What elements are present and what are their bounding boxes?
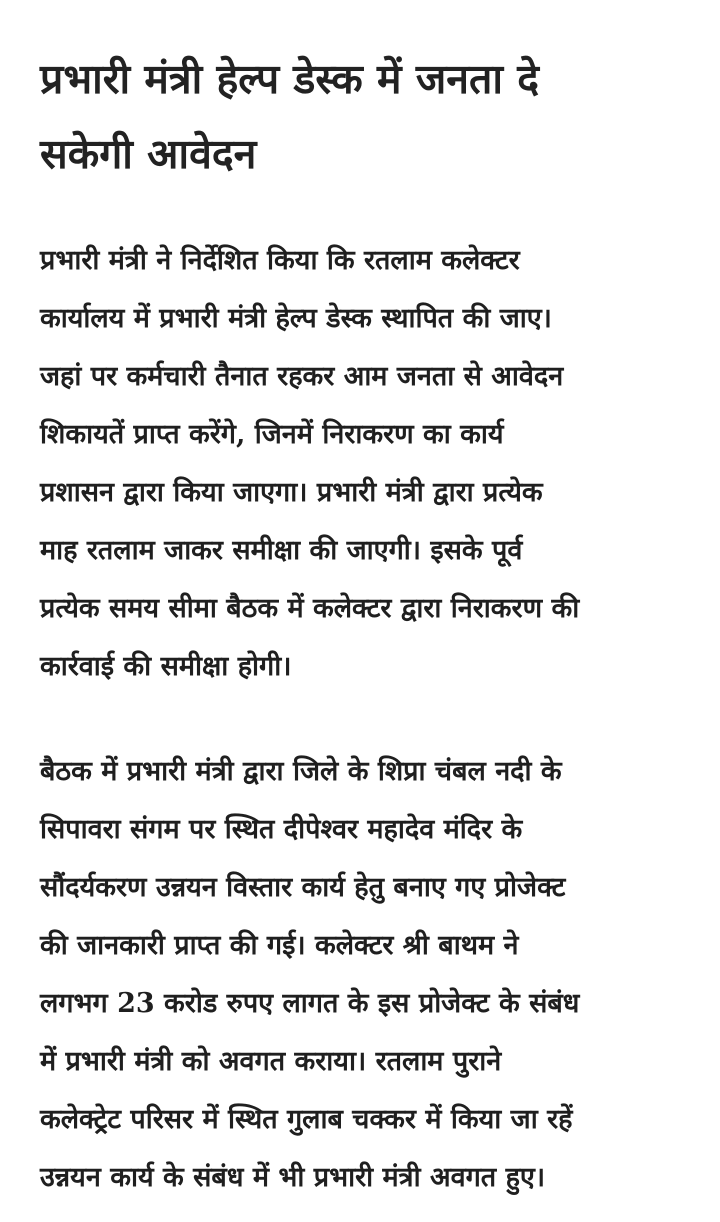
news-article bbox=[40, 42, 680, 1207]
paragraph-line: सिपावरा संगम पर स्थित दीपेश्वर महादेव मंदिर के bbox=[40, 814, 523, 845]
article-headline bbox=[40, 42, 680, 192]
paragraph-line: में प्रभारी मंत्री को अवगत कराया। रतलाम पुराने bbox=[40, 1046, 502, 1077]
paragraph-line: कलेक्ट्रेट परिसर में स्थित गुलाब चक्कर में किया जा रहें bbox=[40, 1104, 573, 1135]
paragraph-line: सौंदर्यकरण उन्नयन विस्तार कार्य हेतु बनाए गए प्रोजेक्ट bbox=[40, 872, 566, 903]
article-paragraph-2 bbox=[40, 743, 680, 1207]
article-paragraph-1 bbox=[40, 232, 680, 696]
headline-line: प्रभारी मंत्री हेल्प डेस्क में जनता दे bbox=[40, 55, 540, 103]
paragraph-line: उन्नयन कार्य के संबंध में भी प्रभारी मंत्री अवगत हुए। bbox=[40, 1162, 546, 1193]
paragraph-line: प्रत्येक समय सीमा बैठक में कलेक्टर द्वारा निराकरण की bbox=[40, 593, 580, 624]
paragraph-line: प्रभारी मंत्री ने निर्देशित किया कि रतलाम कलेक्टर bbox=[40, 245, 520, 276]
paragraph-line: माह रतलाम जाकर समीक्षा की जाएगी। इसके पूर्व bbox=[40, 535, 523, 566]
paragraph-line: प्रशासन द्वारा किया जाएगा। प्रभारी मंत्री द्वारा प्रत्येक bbox=[40, 477, 543, 508]
paragraph-line: कार्यालय में प्रभारी मंत्री हेल्प डेस्क स्थापित की जाए। bbox=[40, 303, 552, 334]
paragraph-line: शिकायतें प्राप्त करेंगे, जिनमें निराकरण का कार्य bbox=[40, 419, 504, 450]
paragraph-line: की जानकारी प्राप्त की गई। कलेक्टर श्री बाथम ने bbox=[40, 930, 519, 961]
paragraph-line: जहां पर कर्मचारी तैनात रहकर आम जनता से आवेदन bbox=[40, 361, 564, 392]
paragraph-line: लगभग 23 करोड रुपए लागत के इस प्रोजेक्ट के संबंध bbox=[40, 988, 580, 1019]
paragraph-line: कार्रवाई की समीक्षा होगी। bbox=[40, 651, 292, 682]
headline-line: सकेगी आवेदन bbox=[40, 130, 257, 178]
paragraph-line: बैठक में प्रभारी मंत्री द्वारा जिले के शिप्रा चंबल नदी के bbox=[40, 756, 562, 787]
